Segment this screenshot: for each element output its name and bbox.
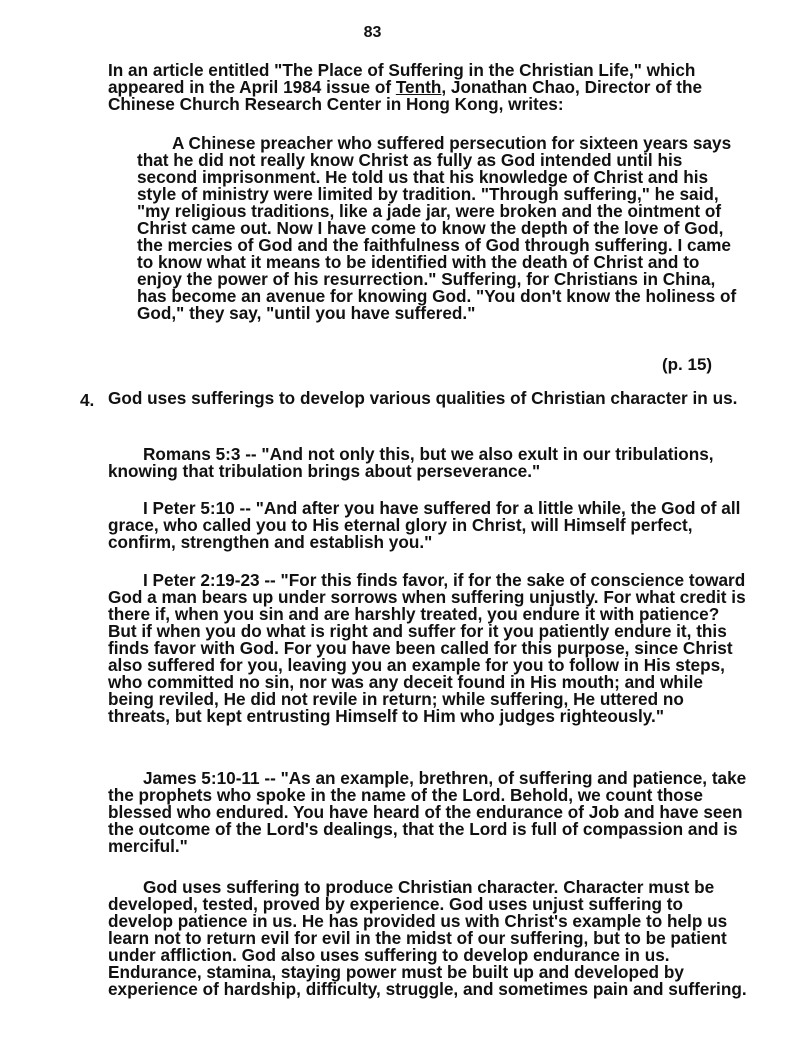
closing-paragraph: God uses suffering to produce Christian character. Character must be developed, tested, proved by experience. God uses unjust suffering to develop patience in us. He has provided us with Christ's example to help us learn not to return evil for evil in the midst of our suffering, but to be patient under affliction. God also uses suffering to develop endurance in us. Endurance, stamina, staying power must be built up and developed by experience of hardship, difficulty, struggle, and sometimes pain and suffering. <box>108 877 747 999</box>
publication-title: Tenth <box>395 77 442 97</box>
point-number: 4. <box>80 390 95 410</box>
block-quote: A Chinese preacher who suffered persecution for sixteen years says that he did not really know Christ as fully as God intended until his second imprisonment. He told us that his knowledge of Christ and his style of ministry were limited by tradition. "Through suffering," he said, "my religious traditions, like a jade jar, were broken and the ointment of Christ came out. Now I have come to know the depth of the love of God, the mercies of God and the faithfulness of God through suffering. I came to know what it means to be identified with the death of Christ and to enjoy the power of his resurrection." Suffering, for Christians in China, has become an avenue for knowing God. "You don't know the holiness of God," they say, "until you have suffered." <box>137 133 737 323</box>
intro-paragraph <box>108 62 748 113</box>
verse-1-peter-2-19-23: I Peter 2:19-23 -- "For this finds favor, if for the sake of conscience toward God a man bears up under sorrows when suffering unjustly. For what credit is there if, when you sin and are harshly treated, you endure it with patience? But if when you do what is right and suffer for it you patiently endure it, this finds favor with God. For you have been called for this purpose, since Christ also suffered for you, leaving you an example for you to follow in His steps, who committed no sin, nor was any deceit found in His mouth; and while being reviled, He did not revile in return; while suffering, He uttered no threats, but kept entrusting Himself to Him who judges righteously." <box>108 570 746 726</box>
intro-text-after: , Jonathan Chao, Director of the Chinese Church Research Center in Hong Kong, writes: <box>108 77 703 114</box>
point-heading: God uses sufferings to develop various qualities of Christian character in us. <box>108 388 738 408</box>
verse-james-5-10-11: James 5:10-11 -- "As an example, brethren, of suffering and patience, take the prophets who spoke in the name of the Lord. Behold, we count those blessed who endured. You have heard of the endurance of Job and have seen the outcome of the Lord's dealings, that the Lord is full of compassion and is merciful." <box>108 768 747 856</box>
verse-romans-5-3: Romans 5:3 -- "And not only this, but we also exult in our tribulations, knowing that tribulation brings about perseverance." <box>108 444 714 481</box>
quote-citation: (p. 15) <box>662 355 713 374</box>
intro-text-before: In an article entitled "The Place of Suffering in the Christian Life," which appeared in the April 1984 issue of <box>108 60 696 97</box>
verse-1-peter-5-10: I Peter 5:10 -- "And after you have suffered for a little while, the God of all grace, who called you to His eternal glory in Christ, will Himself perfect, confirm, strengthen and establish you." <box>108 498 741 552</box>
page-number: 83 <box>363 24 382 41</box>
